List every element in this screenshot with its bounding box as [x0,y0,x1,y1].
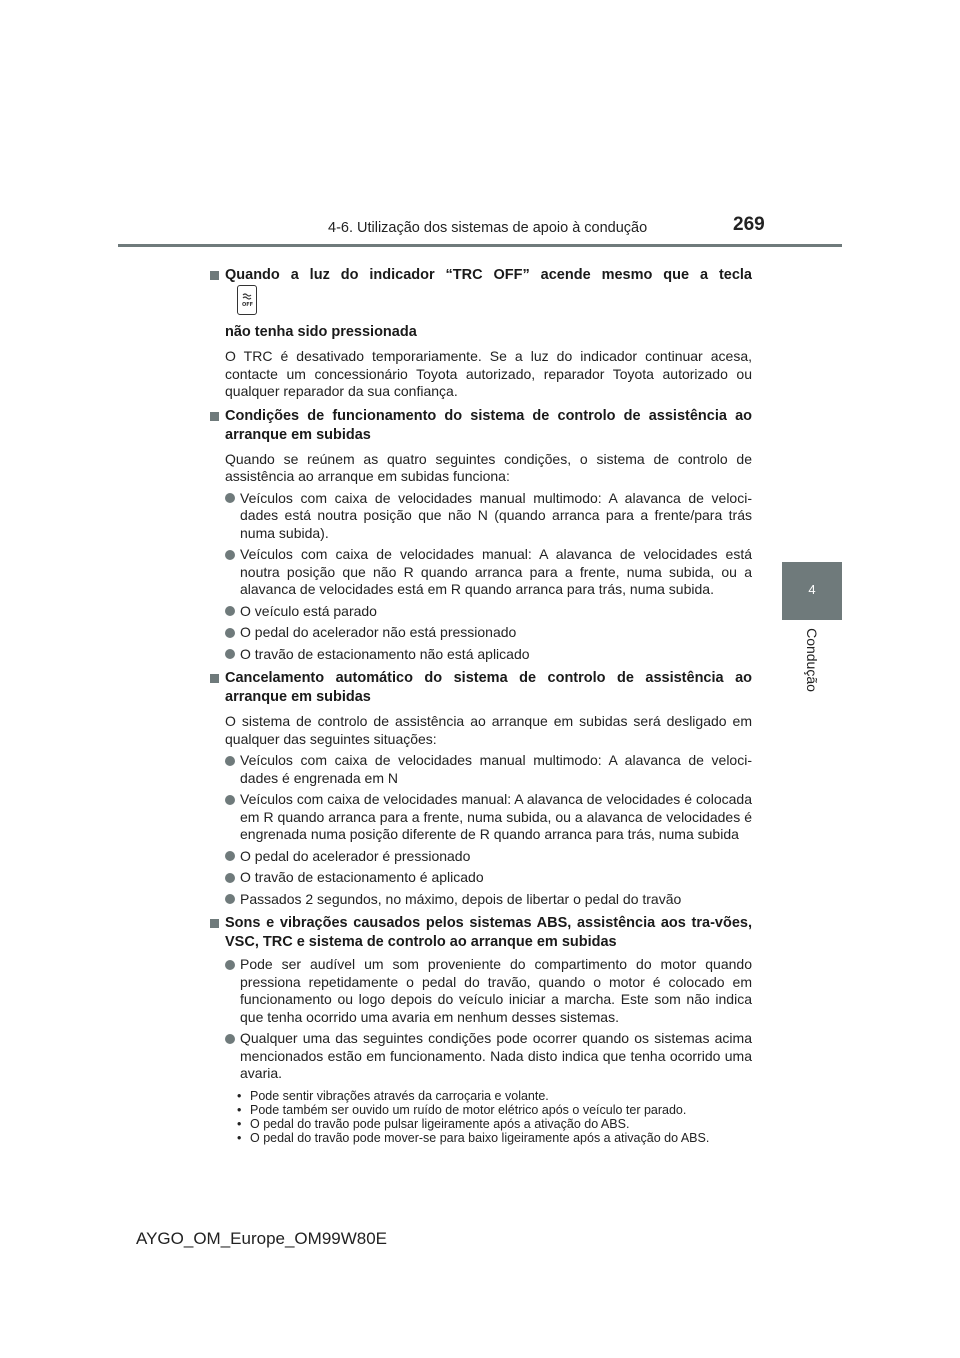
list-item [210,603,752,621]
bullet-dot-icon [225,851,235,861]
sub-list [210,1089,752,1145]
svg-text:OFF: OFF [242,302,253,308]
bullet-dot-icon [225,795,235,805]
list-item [210,546,752,599]
section-heading [210,407,752,445]
chapter-label: Condução [804,628,820,692]
list-item-text: Veículos com caixa de velocidades manual: A alavanca de velocidades está noutra posição que não R quando arranca para a frente, numa subida, ou a alavanca de velocidades está em R quando arranca para trás, numa subida. [240,546,752,597]
list-item-text: Pode ser audível um som proveniente do compartimento do motor quando pressiona repetidamente o pedal do travão, quando o motor é colocado em funcionamento ou logo depois do veículo iniciar a marcha. Este som não indica que tenha ocorrido uma avaria em nenhum desses sistemas. [240,956,752,1025]
bullet-dot-icon [225,756,235,766]
square-bullet-icon [210,412,219,421]
list-item-text: O pedal do acelerador é pressionado [240,847,471,864]
section-heading [210,266,752,315]
sub-list-item: • O pedal do travão pode pulsar ligeiramente após a ativação do ABS. [237,1116,630,1131]
section-heading-cont [210,323,752,342]
chapter-tab [782,562,842,620]
list-item [210,1030,752,1083]
heading-text: Cancelamento automático do sistema de controlo de assistência ao arranque em subidas [225,670,752,705]
running-header: 4-6. Utilização dos sistemas de apoio à condução [328,220,648,236]
sub-list-item: • O pedal do travão pode mover-se para baixo ligeiramente após a ativação do ABS. [237,1130,710,1145]
heading-text: Quando a luz do indicador “TRC OFF” acende mesmo que a tecla [225,267,752,283]
heading-text: não tenha sido pressionada [225,324,417,340]
bullet-dot-icon [225,628,235,638]
list-item-text: O pedal do acelerador não está pressionado [240,624,517,640]
vsc-off-switch-icon [237,285,257,315]
list-item-text: O travão de estacionamento não está aplicado [240,645,530,662]
list-item-text: O veículo está parado [240,602,377,619]
list-item [210,646,752,664]
bullet-dot-icon [225,873,235,883]
list-item [210,869,752,887]
sub-list-item-text: Pode sentir vibrações através da carroçaria e volante. [250,1088,549,1103]
list-item-text: Qualquer uma das seguintes condições pode ocorrer quando os sistemas acima mencionados estão em funcionamento. Nada disto indica que tenha ocorrido uma avaria. [240,1030,752,1081]
sub-list-item-text: O pedal do travão pode pulsar ligeiramente após a ativação do ABS. [250,1116,630,1131]
paragraph: Quando se reúnem as quatro seguintes condições, o sistema de controlo de assistência ao arranque em subidas funciona: [225,450,752,484]
list-item-text: Veículos com caixa de velocidades manual multimodo: A alavanca de veloci-dades é engrenada em N [240,752,752,786]
paragraph: O sistema de controlo de assistência ao arranque em subidas será desligado em qualquer das seguintes situações: [225,713,752,747]
list-item [210,490,752,543]
list-item-text: Veículos com caixa de velocidades manual multimodo: A alavanca de veloci-dades está noutra posição que não N (quando arranca para a frente/para trás numa subida). [240,489,752,541]
heading-text: Sons e vibrações causados pelos sistemas ABS, assistência aos tra-vões, VSC, TRC e sistema de controlo ao arranque em subidas [225,915,752,950]
bullet-dot-icon [225,550,235,560]
square-bullet-icon [210,674,219,683]
section-heading [210,669,752,707]
list-item [210,624,752,642]
page-content [210,262,752,1145]
list-item-text: Veículos com caixa de velocidades manual: A alavanca de velocidades é colocada em R quando arranca para a frente, numa subida, ou a alavanca de velocidades é engrenada numa posição diferente de R quando arranca para trás, numa subida [240,791,752,842]
square-bullet-icon [210,919,219,928]
sub-list-item: • Pode sentir vibrações através da carroçaria e volante. [237,1088,549,1103]
square-bullet-icon [210,271,219,280]
bullet-dot-icon [225,493,235,503]
list-item [210,891,752,909]
paragraph: O TRC é desativado temporariamente. Se a luz do indicador continuar acesa, contacte um concessionário Toyota autorizado, reparador Toyota autorizado ou qualquer reparador da sua confiança. [225,348,752,399]
list-item [210,848,752,866]
list-item [210,956,752,1026]
list-item [210,791,752,844]
heading-text: Condições de funcionamento do sistema de controlo de assistência ao arranque em subidas [225,407,752,443]
document-footer: AYGO_OM_Europe_OM99W80E [136,1229,388,1248]
list-item-text: Passados 2 segundos, no máximo, depois de libertar o pedal do travão [240,890,682,907]
sub-list-item-text: Pode também ser ouvido um ruído de motor elétrico após o veículo ter parado. [250,1102,687,1117]
sub-list-item-text: O pedal do travão pode mover-se para baixo ligeiramente após a ativação do ABS. [250,1130,710,1145]
sub-list-item: • Pode também ser ouvido um ruído de motor elétrico após o veículo ter parado. [237,1102,687,1117]
bullet-dot-icon [225,1034,235,1044]
page-number: 269 [733,214,765,235]
chapter-number: 4 [808,582,816,597]
bullet-dot-icon [225,894,235,904]
bullet-dot-icon [225,649,235,659]
list-item [210,752,752,787]
bullet-dot-icon [225,606,235,616]
list-item-text: O travão de estacionamento é aplicado [240,869,484,885]
section-heading [210,914,752,952]
bullet-dot-icon [225,960,235,970]
header-rule [118,244,842,247]
